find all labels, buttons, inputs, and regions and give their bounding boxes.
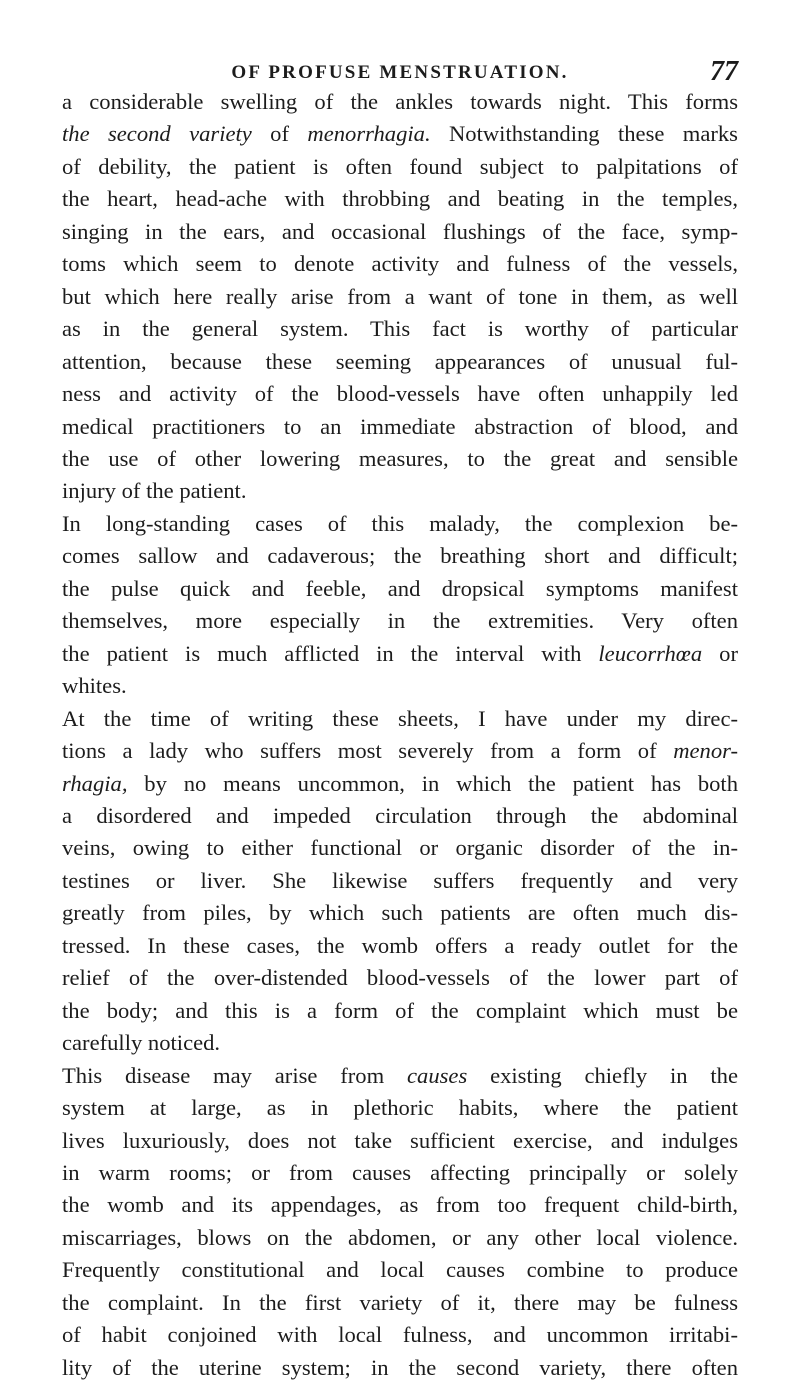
- text-line: rhagia, by no means uncommon, in which the patient has both: [62, 770, 738, 796]
- text-line: the womb and its appendages, as from too frequent child-birth,: [62, 1192, 738, 1218]
- text-line: of debility, the patient is often found subject to palpitations of: [62, 153, 738, 179]
- text-line: carefully noticed.: [62, 1030, 221, 1056]
- text-line: ness and activity of the blood-vessels have often unhappily led: [62, 381, 738, 407]
- text-line: a considerable swelling of the ankles towards night. This forms: [62, 89, 738, 114]
- text-line: lives luxuriously, does not take sufficient exercise, and indulges: [62, 1127, 738, 1153]
- text-line: system at large, as in plethoric habits, where the patient: [62, 1095, 738, 1121]
- text-line: the body; and this is a form of the complaint which must be: [62, 997, 738, 1023]
- text-line: miscarriages, blows on the abdomen, or any other local violence.: [62, 1224, 738, 1250]
- text-line: the heart, head-ache with throbbing and beating in the temples,: [62, 186, 738, 212]
- italic-term: menorrhagia.: [307, 121, 431, 147]
- text-line: tions a lady who suffers most severely from a form of menor-: [62, 738, 738, 764]
- text-line: the second variety of menorrhagia. Notwithstanding these marks: [62, 121, 738, 147]
- text-line: medical practitioners to an immediate abstraction of blood, and: [62, 413, 738, 439]
- text-line: a disordered and impeded circulation through the abdominal: [62, 802, 738, 828]
- text-line: the pulse quick and feeble, and dropsical symptoms manifest: [62, 575, 738, 601]
- text-line: injury of the patient.: [62, 478, 247, 504]
- text-line: the use of other lowering measures, to the great and sensible: [62, 445, 738, 471]
- text-line: veins, owing to either functional or organic disorder of the in-: [62, 835, 738, 861]
- text-line: toms which seem to denote activity and fulness of the vessels,: [62, 251, 738, 277]
- italic-term: causes: [407, 1062, 468, 1088]
- text-line: whites.: [62, 673, 127, 699]
- text-line: tressed. In these cases, the womb offers a ready outlet for the: [62, 932, 738, 958]
- text-line: This disease may arise from causes existing chiefly in the: [62, 1062, 738, 1088]
- text-line: In long-standing cases of this malady, the complexion be-: [62, 510, 738, 536]
- text-line: in warm rooms; or from causes affecting principally or solely: [62, 1159, 738, 1185]
- text-line: themselves, more especially in the extremities. Very often: [62, 608, 738, 634]
- text-line: comes sallow and cadaverous; the breathing short and difficult;: [62, 543, 738, 569]
- text-line: but which here really arise from a want of tone in them, as well: [62, 283, 738, 309]
- text-line: relief of the over-distended blood-vessels of the lower part of: [62, 965, 738, 991]
- text-line: as in the general system. This fact is worthy of particular: [62, 316, 738, 342]
- text-line: singing in the ears, and occasional flushings of the face, symp-: [62, 218, 738, 244]
- text-line: Frequently constitutional and local causes combine to produce: [62, 1257, 738, 1283]
- italic-term: the second variety: [62, 121, 252, 147]
- page-number: 77: [710, 56, 738, 87]
- text-line: lity of the uterine system; in the second variety, there often: [62, 1354, 738, 1380]
- italic-term: menor-: [673, 738, 738, 764]
- text-line: the complaint. In the first variety of it, there may be fulness: [62, 1289, 738, 1315]
- italic-term: rhagia,: [62, 770, 128, 796]
- text-line: At the time of writing these sheets, I have under my direc-: [62, 705, 738, 731]
- text-line: greatly from piles, by which such patients are often much dis-: [62, 900, 738, 926]
- italic-term: leucorrhœa: [598, 640, 703, 666]
- text-line: the patient is much afflicted in the interval with leucorrhœa or: [62, 640, 738, 666]
- text-line: testines or liver. She likewise suffers frequently and very: [62, 867, 738, 893]
- running-title: OF PROFUSE MENSTRUATION.: [231, 62, 569, 83]
- text-line: attention, because these seeming appearances of unusual ful-: [62, 348, 738, 374]
- text-line: of habit conjoined with local fulness, and uncommon irritabi-: [62, 1322, 738, 1348]
- body-text: [62, 86, 738, 1384]
